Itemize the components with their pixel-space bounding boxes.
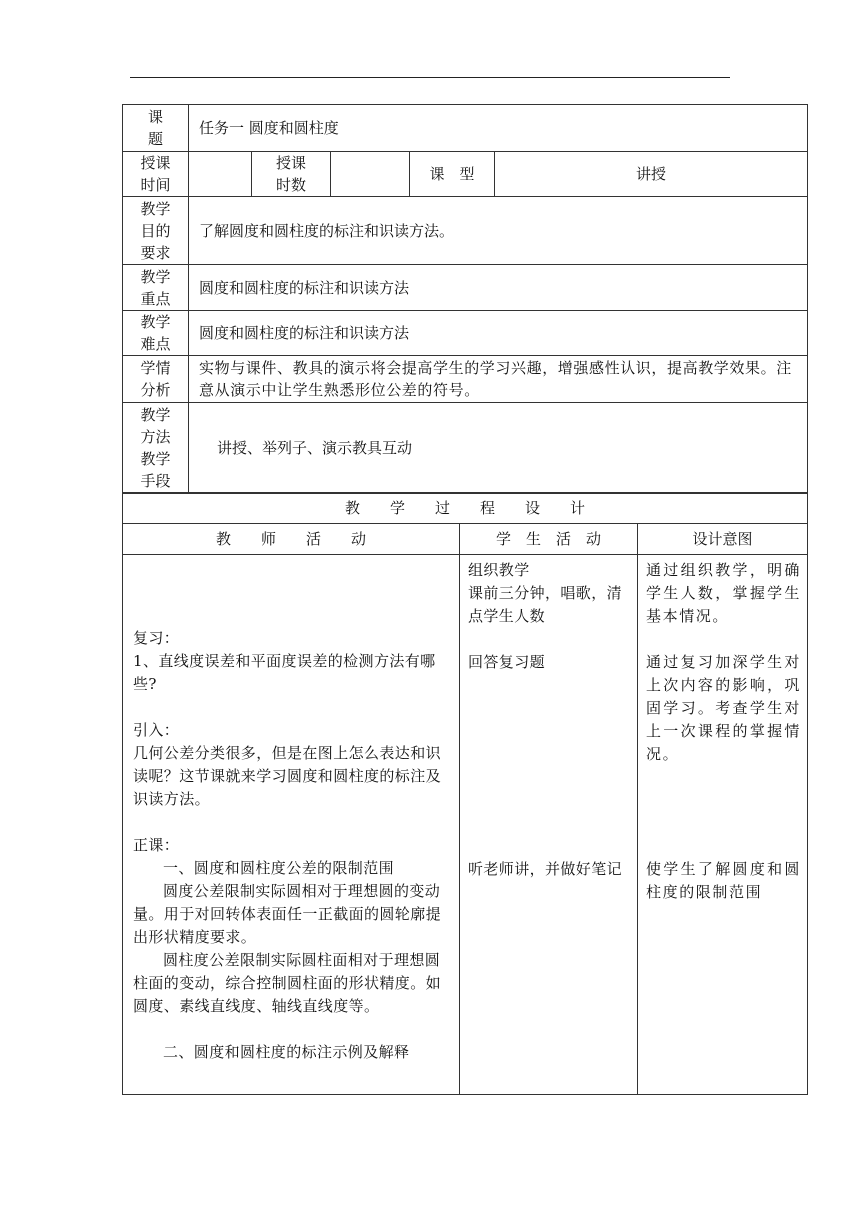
design-intent-2: 通过复习加深学生对上次内容的影响，巩固学习。考查学生对上一次课程的掌握情况。 xyxy=(646,653,802,763)
intro-text: 几何公差分类很多，但是在图上怎么表达和识读呢？这节课就来学习圆度和圆柱度的标注及识读方法。 xyxy=(133,744,442,808)
intro-title: 引入： xyxy=(133,721,180,739)
course-title-value: 任务一 圆度和圆柱度 xyxy=(189,105,808,152)
section-1-paragraph-2: 圆柱度公差限制实际圆柱面相对于理想圆柱面的变动，综合控制圆柱面的形状精度。如圆度、素线直线度、轴线直线度等。 xyxy=(133,951,442,1015)
student-activity-3: 回答复习题 xyxy=(468,653,546,671)
hours-label: 授课 时数 xyxy=(252,152,331,197)
methods-value: 讲授、举列子、演示教具互动 xyxy=(189,403,808,494)
student-activity-2: 课前三分钟，唱歌，清点学生人数 xyxy=(468,584,623,625)
lesson-info-table xyxy=(122,104,808,494)
teacher-column-header: 教 师 活 动 xyxy=(123,524,460,555)
process-title: 教 学 过 程 设 计 xyxy=(123,493,808,524)
section-1-title: 一、圆度和圆柱度公差的限制范围 xyxy=(163,859,395,877)
section-2-title: 二、圆度和圆柱度的标注示例及解释 xyxy=(163,1043,410,1061)
time-value xyxy=(189,152,252,197)
objectives-label: 教学 目的 要求 xyxy=(123,197,189,265)
analysis-label: 学情 分析 xyxy=(123,356,189,403)
methods-label: 教学 方法 教学 手段 xyxy=(123,403,189,494)
course-title-label: 课 题 xyxy=(123,105,189,152)
objectives-value: 了解圆度和圆柱度的标注和识读方法。 xyxy=(189,197,808,265)
design-intent-cell xyxy=(638,555,808,1095)
design-intent-1: 通过组织教学，明确学生人数，掌握学生基本情况。 xyxy=(646,561,802,625)
student-activity-1: 组织教学 xyxy=(468,561,530,579)
key-points-label: 教学 重点 xyxy=(123,265,189,311)
review-title: 复习： xyxy=(133,629,180,647)
main-title: 正课： xyxy=(133,836,180,854)
teacher-activity-cell xyxy=(123,555,460,1095)
time-label: 授课 时间 xyxy=(123,152,189,197)
intent-column-header: 设计意图 xyxy=(638,524,808,555)
student-column-header: 学 生 活 动 xyxy=(460,524,638,555)
header-rule xyxy=(130,77,730,78)
type-value: 讲授 xyxy=(495,152,808,197)
process-table xyxy=(122,492,808,1095)
difficulties-value: 圆度和圆柱度的标注和识读方法 xyxy=(189,311,808,356)
hours-value xyxy=(331,152,410,197)
difficulties-label: 教学 难点 xyxy=(123,311,189,356)
key-points-value: 圆度和圆柱度的标注和识读方法 xyxy=(189,265,808,311)
student-activity-cell xyxy=(460,555,638,1095)
student-activity-4: 听老师讲，并做好笔记 xyxy=(468,860,623,878)
review-question: 1、直线度误差和平面度误差的检测方法有哪些? xyxy=(133,652,436,693)
analysis-value: 实物与课件、教具的演示将会提高学生的学习兴趣，增强感性认识，提高教学效果。注意从演示中让学生熟悉形位公差的符号。 xyxy=(189,356,808,403)
section-1-paragraph-1: 圆度公差限制实际圆相对于理想圆的变动量。用于对回转体表面任一正截面的圆轮廓提出形状精度要求。 xyxy=(133,882,442,946)
type-label: 课 型 xyxy=(410,152,495,197)
design-intent-3: 使学生了解圆度和圆柱度的限制范围 xyxy=(646,860,802,901)
